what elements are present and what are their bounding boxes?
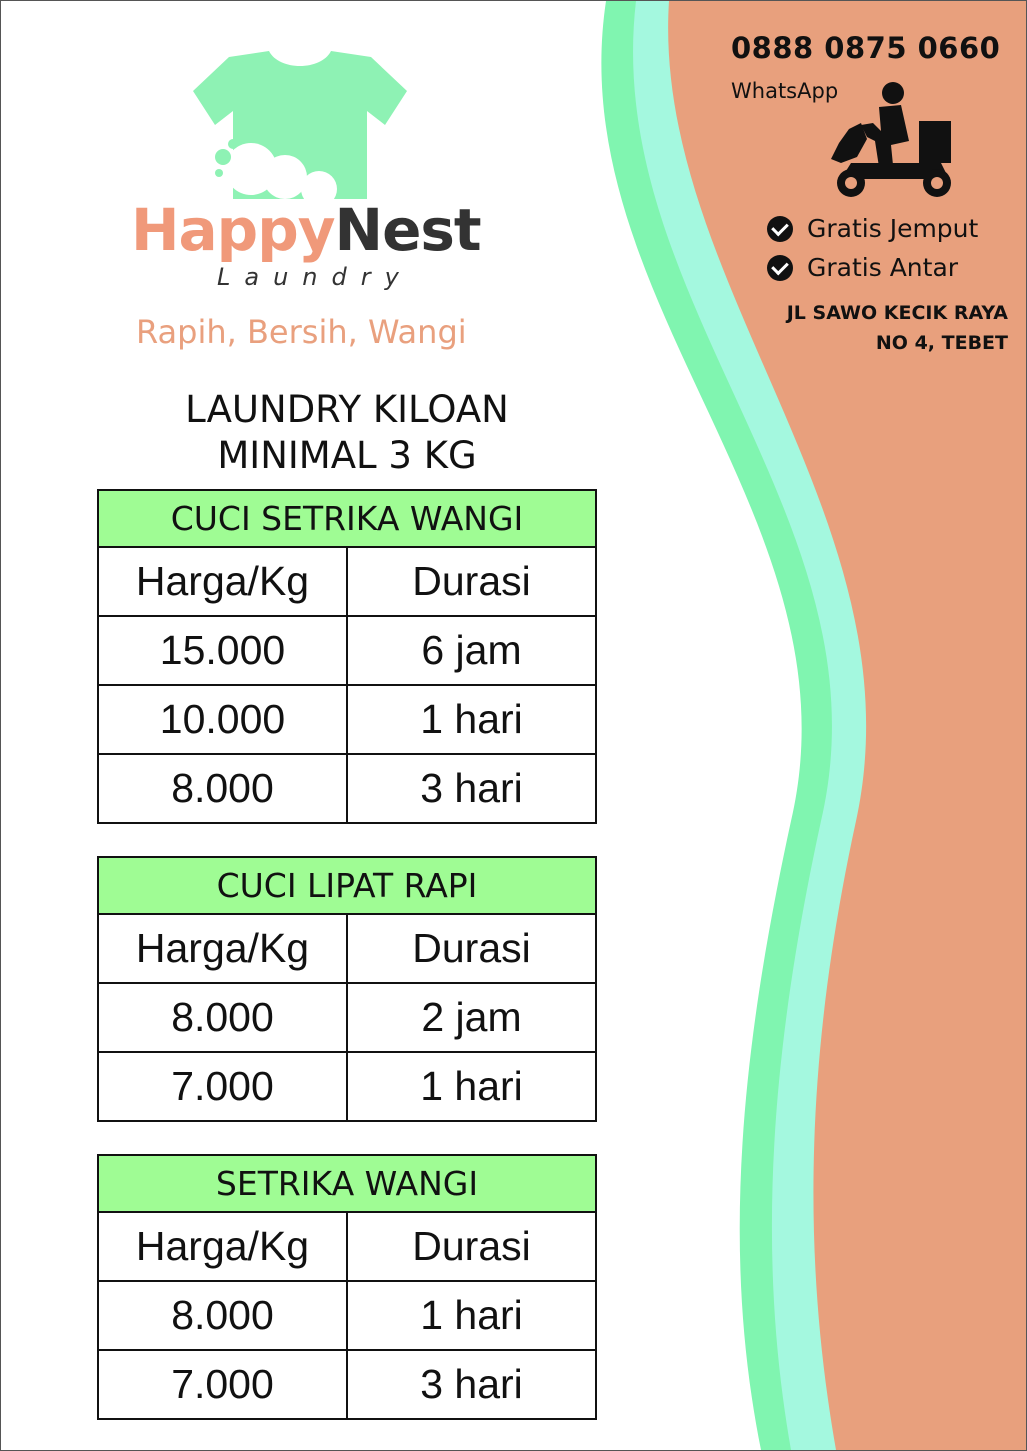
duration-cell: 1 hari (347, 685, 596, 754)
price-table-cuci-setrika-wangi (97, 489, 597, 824)
table-title: CUCI LIPAT RAPI (98, 857, 596, 914)
table-row (98, 1281, 596, 1350)
duration-cell: 3 hari (347, 754, 596, 823)
column-header: Durasi (347, 1212, 596, 1281)
brand-subtitle: Laundry (217, 263, 413, 291)
price-cell: 15.000 (98, 616, 347, 685)
table-header-row (98, 1212, 596, 1281)
price-cell: 8.000 (98, 983, 347, 1052)
duration-cell: 1 hari (347, 1281, 596, 1350)
check-circle-icon (767, 255, 793, 281)
table-header-row (98, 547, 596, 616)
column-header: Harga/Kg (98, 914, 347, 983)
address-line: JL SAWO KECIK RAYA (786, 302, 1008, 324)
perk-label: Gratis Jemput (807, 214, 979, 243)
perk-label: Gratis Antar (807, 253, 959, 282)
price-cell: 8.000 (98, 1281, 347, 1350)
brand-name-part1: Happy (131, 196, 335, 264)
check-circle-icon (767, 216, 793, 242)
table-row (98, 754, 596, 823)
price-cell: 7.000 (98, 1052, 347, 1121)
column-header: Durasi (347, 914, 596, 983)
table-row (98, 616, 596, 685)
price-table-setrika-wangi (97, 1154, 597, 1420)
tagline: Rapih, Bersih, Wangi (136, 313, 467, 351)
shirt-icon (189, 49, 411, 209)
price-cell: 7.000 (98, 1350, 347, 1419)
perk-free-pickup (767, 214, 978, 243)
duration-cell: 2 jam (347, 983, 596, 1052)
table-title: SETRIKA WANGI (98, 1155, 596, 1212)
address-line: NO 4, TEBET (875, 332, 1008, 354)
column-header: Harga/Kg (98, 1212, 347, 1281)
table-title: CUCI SETRIKA WANGI (98, 490, 596, 547)
duration-cell: 6 jam (347, 616, 596, 685)
delivery-scooter-icon (821, 79, 961, 204)
service-heading (97, 387, 597, 479)
column-header: Durasi (347, 547, 596, 616)
table-row (98, 685, 596, 754)
duration-cell: 1 hari (347, 1052, 596, 1121)
brand-name-part2: Nest (334, 196, 481, 264)
address (787, 298, 1008, 358)
table-row (98, 1052, 596, 1121)
perk-free-delivery (767, 253, 958, 282)
whatsapp-label: WhatsApp (731, 79, 839, 103)
brand-name (131, 196, 481, 264)
price-cell: 10.000 (98, 685, 347, 754)
heading-line2: MINIMAL 3 KG (217, 434, 477, 477)
table-row (98, 983, 596, 1052)
phone-number: 0888 0875 0660 (731, 31, 1001, 65)
price-cell: 8.000 (98, 754, 347, 823)
heading-line1: LAUNDRY KILOAN (185, 388, 509, 431)
table-row (98, 1350, 596, 1419)
price-table-cuci-lipat-rapi (97, 856, 597, 1122)
column-header: Harga/Kg (98, 547, 347, 616)
duration-cell: 3 hari (347, 1350, 596, 1419)
table-header-row (98, 914, 596, 983)
